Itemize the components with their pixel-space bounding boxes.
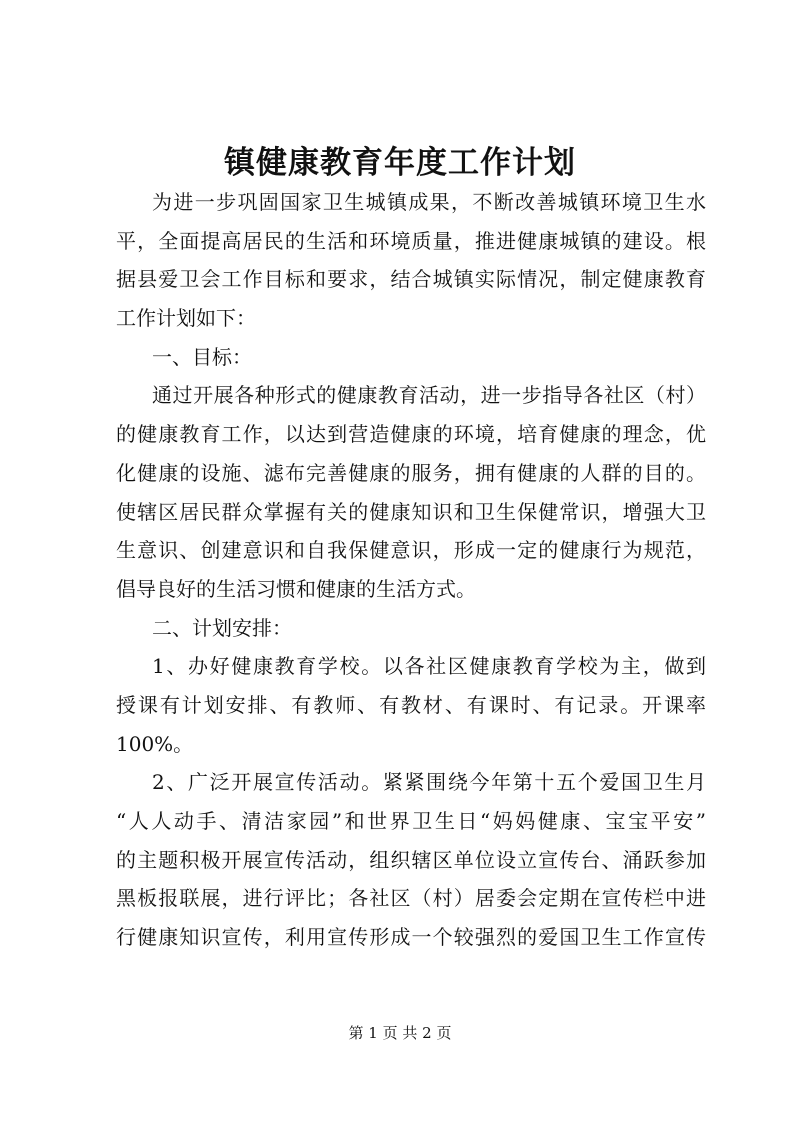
paragraph-line: 平，全面提高居民的生活和环境质量，推进健康城镇的建设。根: [116, 228, 706, 253]
paragraph-line: 生意识、创建意识和自我保健意识，形成一定的健康行为规范，: [116, 538, 706, 563]
paragraph-line: 通过开展各种形式的健康教育活动，进一步指导各社区（村）: [152, 383, 706, 408]
section-heading-plan: 二、计划安排：: [152, 615, 292, 640]
document-title: 镇健康教育年度工作计划: [224, 145, 576, 181]
paragraph-line: 使辖区居民群众掌握有关的健康知识和卫生保健常识，增强大卫: [116, 499, 706, 524]
paragraph-line: 工作计划如下：: [116, 306, 256, 331]
paragraph-line: 2、广泛开展宣传活动。紧紧围绕今年第十五个爱国卫生月: [152, 770, 706, 795]
section-heading-goals: 一、目标：: [152, 344, 252, 369]
page-footer: 第 1 页 共 2 页: [348, 1024, 452, 1042]
paragraph-line: 黑板报联展，进行评比；各社区（村）居委会定期在宣传栏中进: [116, 886, 706, 911]
paragraph-line: 100%。: [116, 731, 194, 756]
paragraph-line: “人人动手、清洁家园”和世界卫生日“妈妈健康、宝宝平安”: [116, 809, 706, 833]
document-body: [116, 183, 706, 957]
paragraph-line: 化健康的设施、滤布完善健康的服务，拥有健康的人群的目的。: [116, 460, 706, 485]
paragraph-line: 授课有计划安排、有教师、有教材、有课时、有记录。开课率: [116, 692, 706, 717]
paragraph-line: 行健康知识宣传，利用宣传形成一个较强烈的爱国卫生工作宣传: [116, 925, 706, 950]
paragraph-line: 1、办好健康教育学校。以各社区健康教育学校为主，做到: [152, 654, 706, 679]
paragraph-line: 倡导良好的生活习惯和健康的生活方式。: [116, 576, 476, 601]
paragraph-line: 为进一步巩固国家卫生城镇成果，不断改善城镇环境卫生水: [152, 190, 706, 214]
paragraph-line: 的健康教育工作，以达到营造健康的环境，培育健康的理念，优: [116, 422, 706, 447]
paragraph-line: 的主题积极开展宣传活动，组织辖区单位设立宣传台、涌跃参加: [116, 847, 706, 872]
paragraph-line: 据县爱卫会工作目标和要求，结合城镇实际情况，制定健康教育: [116, 267, 706, 292]
